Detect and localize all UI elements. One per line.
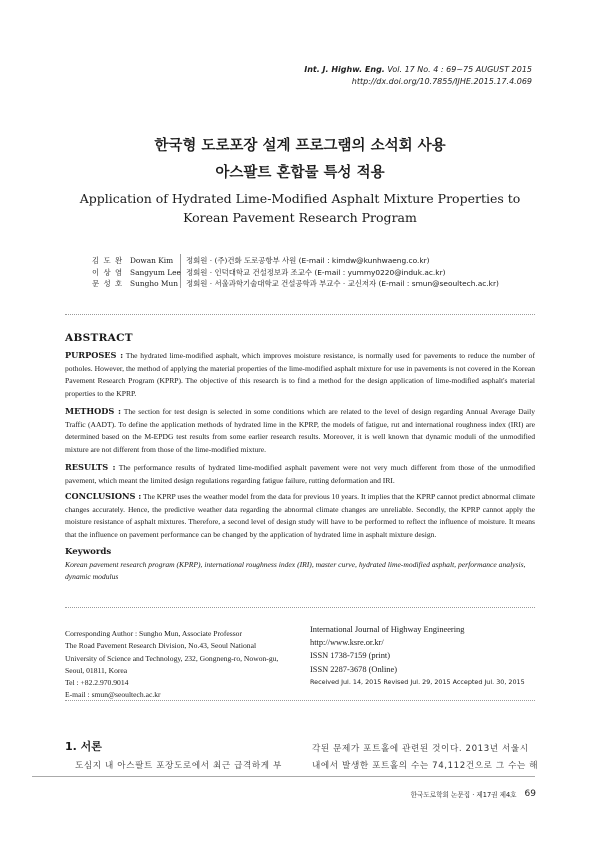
author-row (92, 278, 499, 290)
purposes-label: PURPOSES : (65, 350, 124, 360)
publication-info (310, 623, 525, 689)
divider-middle (65, 607, 535, 608)
section-heading-intro: 1. 서론 (65, 740, 102, 753)
corr-line: Seoul, 01811, Korea (65, 665, 128, 675)
footer-journal: 한국도로학회 논문집 · 제17권 제4호 (410, 791, 517, 799)
pub-issn-print: ISSN 1738-7159 (print) (310, 651, 391, 661)
conclusions-text: The KPRP uses the weather model from the data for previous 10 years. It implies that the KPRP cannot predict abnormal climate changes accurately. Hence, the predictive weather data regarding the abnormal climate changes are unreliable. Secondly, the KPRP cannot apply the moisture resistance of asphalt mixtures. Therefore, a second level of design study will have to be performed to reflect the influence of moisture. It means that the influence on pavement performance can be changed by the application of hydrated lime in asphalt mixture design. (65, 492, 535, 539)
corr-line: The Road Pavement Research Division, No.43, Seoul National (65, 641, 257, 651)
corr-line: University of Science and Technology, 232, Gongneng-ro, Nowon-gu, (65, 653, 279, 663)
pub-received-dates: Received Jul. 14, 2015 Revised Jul. 29, 2015 Accepted Jul. 30, 2015 (310, 677, 525, 686)
methods-text: The section for test design is selected in some conditions which are related to the level of design regarding Annual Average Daily Traffic (AADT). To define the application methods of hydrated lime in the KPRP, the models of fatigue, rut and international roughness index (IRI) are determined based on the M-EPDG test results from some earlier research results. Moreover, it is well known that dynamic moduli of the unmodified mixture are not different from those of the lime-modified mixture. (65, 407, 535, 454)
abstract-conclusions (65, 490, 535, 541)
journal-header (304, 64, 532, 88)
journal-volume: Vol. 17 No. 4 : 69~75 AUGUST 2015 (384, 65, 532, 74)
author-name-ko: 문 성 호 (92, 279, 124, 288)
corresponding-author-block (65, 628, 303, 702)
title-english-line2: Korean Pavement Research Program (183, 210, 417, 225)
pub-issn-online: ISSN 2287-3678 (Online) (310, 664, 398, 674)
intro-right-text-1: 각된 문제가 포트홀에 관련된 것이다. 2013년 서울시 (312, 744, 529, 754)
author-name-en: Sangyum Lee (130, 267, 181, 277)
author-name-ko: 이 상 염 (92, 267, 124, 277)
author-list (92, 255, 499, 290)
title-korean-line1: 한국형 도로포장 설계 프로그램의 소석회 사용 (154, 138, 446, 154)
keywords-text: Korean pavement research program (KPRP), international roughness index (IRI), master curve, hydrated lime-modified asphalt, performance analysis, dynamic modulus (65, 560, 526, 582)
author-affiliation: 정회원 · 인덕대학교 건설정보과 조교수 (E-mail : yummy0220@induk.ac.kr) (186, 267, 446, 277)
journal-abbrev: Int. J. Highw. Eng. (304, 65, 385, 74)
title-english-line1: Application of Hydrated Lime-Modified Asphalt Mixture Properties to (79, 191, 521, 206)
results-text: The performance results of hydrated lime-modified asphalt pavement were not very much different from those of the unmodified pavement, which meant the limited design regulations regarding fatigue failure, rutting deformation and IRI. (65, 463, 535, 485)
purposes-text: The hydrated lime-modified asphalt, which improves moisture resistance, is normally used for pavements to reduce the number of potholes. However, the method of applying the material properties of the lime-modified asphalt mixture for use in pavements is not covered in the Korean Pavement Research Program (KPRP). The objective of this research is to find a method for the design application of lime-modified asphalt's material properties to the KPRP. (65, 351, 535, 398)
intro-right-text-2: 내에서 발생한 포트홀의 수는 74,112건으로 그 수는 해 (312, 761, 539, 771)
author-row (92, 267, 499, 279)
page-footer (411, 789, 536, 799)
methods-label: METHODS : (65, 406, 122, 416)
author-affiliation: 정회원 · 서울과학기술대학교 건설공학과 부교수 · 교신저자 (E-mail : smun@seoultech.ac.kr) (186, 279, 499, 288)
corr-email: E-mail : smun@seoultech.ac.kr (65, 690, 161, 700)
title-korean-line2: 아스팔트 혼합물 특성 적용 (215, 165, 385, 181)
author-affiliation: 정회원 · (주)건화 도로공항부 사원 (E-mail : kimdw@kunhwaeng.co.kr) (186, 256, 430, 265)
abstract-purposes (65, 349, 535, 400)
conclusions-label: CONCLUSIONS : (65, 491, 142, 501)
keywords-heading: Keywords (65, 547, 112, 557)
author-name-ko: 김 도 완 (92, 256, 124, 265)
corr-line: Corresponding Author : Sungho Mun, Associate Professor (65, 629, 242, 638)
abstract-results (65, 461, 535, 487)
author-row (92, 255, 499, 267)
page-number: 69 (524, 789, 536, 799)
pub-url[interactable]: http://www.ksre.or.kr/ (310, 638, 384, 648)
results-label: RESULTS : (65, 462, 116, 472)
abstract-methods (65, 405, 535, 456)
abstract-heading: ABSTRACT (65, 332, 133, 344)
journal-doi[interactable]: http://dx.doi.org/10.7855/IJHE.2015.17.4.069 (351, 77, 532, 86)
divider-top (65, 314, 535, 315)
footer-rule (32, 776, 535, 777)
author-name-en: Sungho Mun (130, 279, 178, 288)
corr-line: Tel : +82.2.970.9014 (65, 678, 129, 688)
intro-left-text: 도심지 내 아스팔트 포장도로에서 최근 급격하게 부 (75, 761, 282, 771)
author-name-en: Dowan Kim (130, 256, 174, 265)
divider-bottom (65, 700, 535, 701)
journal-citation (304, 64, 532, 76)
pub-journal-name: International Journal of Highway Engineering (310, 625, 465, 634)
